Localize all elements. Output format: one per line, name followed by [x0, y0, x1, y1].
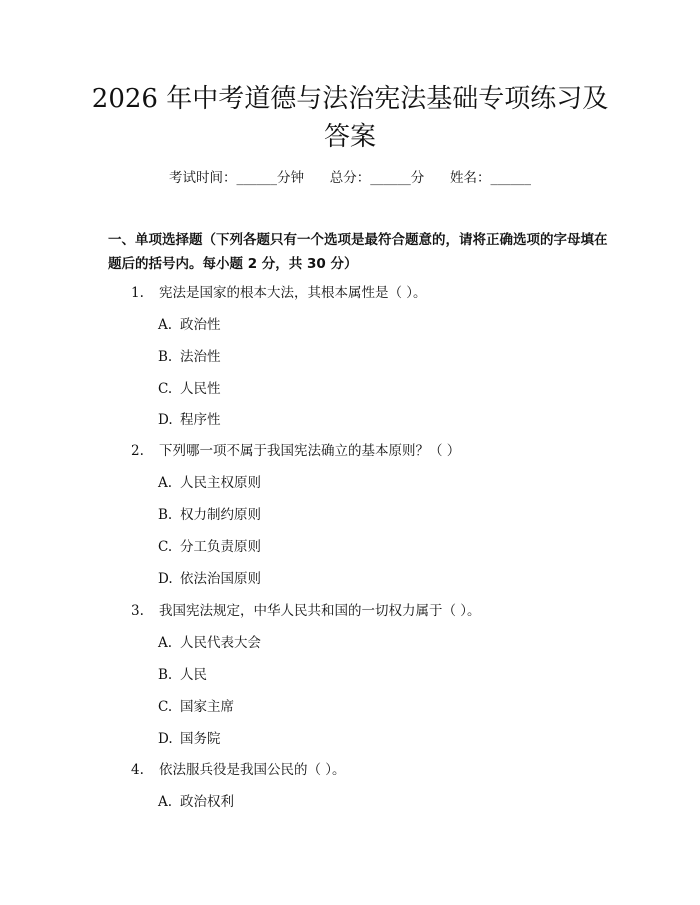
option-text: 程序性	[180, 412, 221, 428]
question-text: 依法服兵役是我国公民的（ ）。	[159, 762, 346, 778]
option-text: 国家主席	[180, 699, 234, 715]
question-2	[131, 441, 601, 461]
option-text: 法治性	[180, 349, 221, 365]
question-3	[131, 601, 601, 621]
q1-option-c	[158, 379, 578, 399]
exam-meta	[0, 168, 700, 188]
question-4	[131, 760, 601, 780]
option-text: 分工负责原则	[180, 539, 261, 555]
option-letter: D.	[158, 731, 173, 747]
option-letter: A.	[158, 794, 173, 810]
q2-option-a	[158, 473, 578, 493]
question-text: 下列哪一项不属于我国宪法确立的基本原则？（ ）	[159, 443, 461, 459]
option-letter: B.	[158, 507, 173, 523]
student-name-field: 姓名：______	[450, 170, 531, 186]
option-letter: B.	[158, 349, 173, 365]
question-number: 3.	[131, 603, 144, 619]
question-text: 宪法是国家的根本大法，其根本属性是（ ）。	[159, 285, 427, 301]
q3-option-a	[158, 633, 578, 653]
document-title: 2026 年中考道德与法治宪法基础专项练习及答案	[91, 84, 609, 152]
option-letter: D.	[158, 571, 173, 587]
q3-option-d	[158, 729, 578, 749]
exam-time-field: 考试时间：______分钟	[169, 170, 304, 186]
question-text: 我国宪法规定，中华人民共和国的一切权力属于（ ）。	[159, 603, 481, 619]
question-number: 2.	[131, 443, 144, 459]
q3-option-c	[158, 697, 578, 717]
option-text: 人民性	[180, 381, 221, 397]
q1-option-b	[158, 347, 578, 367]
q4-option-a	[158, 792, 578, 812]
total-score-field: 总分：______分	[329, 170, 425, 186]
option-text: 依法治国原则	[180, 571, 261, 587]
option-text: 人民	[180, 667, 207, 683]
option-letter: A.	[158, 635, 173, 651]
option-letter: A.	[158, 475, 173, 491]
q1-option-d	[158, 410, 578, 430]
question-number: 4.	[131, 762, 144, 778]
section-heading: 一、单项选择题（下列各题只有一个选项是最符合题意的，请将正确选项的字母填在题后的括号内。每小题 2 分，共 30 分）	[108, 232, 608, 272]
option-text: 政治性	[180, 317, 221, 333]
q1-option-a	[158, 315, 578, 335]
option-text: 政治权利	[180, 794, 234, 810]
option-letter: A.	[158, 317, 173, 333]
q2-option-d	[158, 569, 578, 589]
option-text: 人民代表大会	[180, 635, 261, 651]
option-letter: C.	[158, 539, 173, 555]
option-text: 权力制约原则	[180, 507, 261, 523]
q3-option-b	[158, 665, 578, 685]
q2-option-c	[158, 537, 578, 557]
option-letter: C.	[158, 381, 173, 397]
option-text: 国务院	[180, 731, 221, 747]
q2-option-b	[158, 505, 578, 525]
question-1	[131, 283, 601, 303]
option-letter: C.	[158, 699, 173, 715]
option-letter: B.	[158, 667, 173, 683]
option-text: 人民主权原则	[180, 475, 261, 491]
option-letter: D.	[158, 412, 173, 428]
question-number: 1.	[131, 285, 144, 301]
